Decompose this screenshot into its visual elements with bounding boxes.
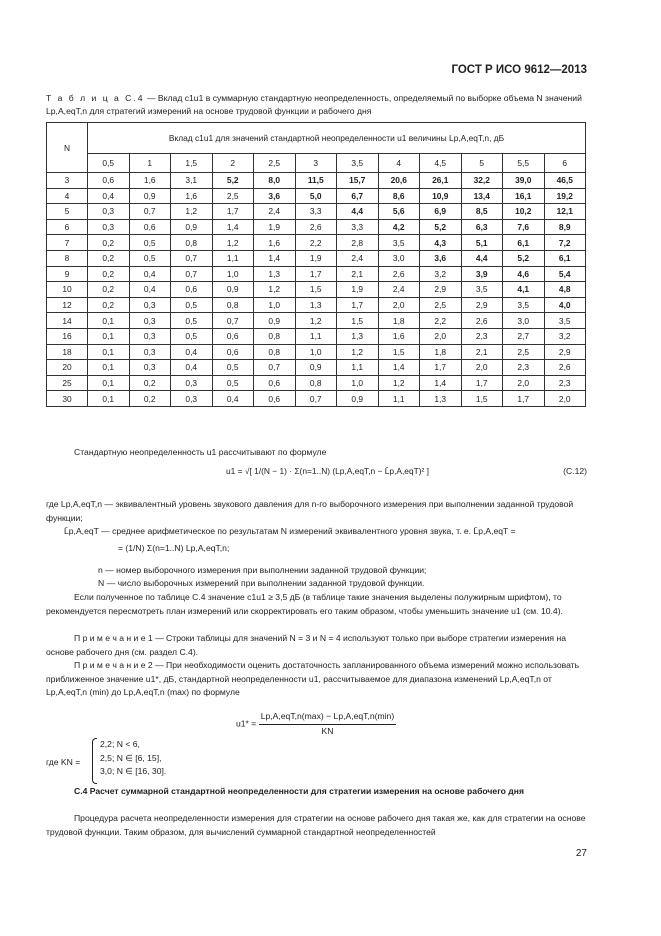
group-header: Вклад c1u1 для значений стандартной неопределенности u1 величины Lp,A,eqT,n, дБ (88, 123, 586, 154)
table-cell: 1,2 (212, 235, 254, 251)
table-cell: 0,8 (171, 235, 213, 251)
table-row (47, 235, 586, 251)
column-header: 2,5 (254, 154, 296, 173)
table-cell: 0,6 (212, 328, 254, 344)
table-cell: 2,3 (544, 375, 586, 391)
table-cell: 2,9 (461, 297, 503, 313)
table-cell: 1,3 (295, 297, 337, 313)
where-1-symbol: где Lp,A,eqT,n — (46, 499, 113, 509)
table-cell: 6,1 (503, 235, 545, 251)
table-cell: 2,6 (295, 219, 337, 235)
table-cell: 0,9 (254, 313, 296, 329)
table-cell: 1,7 (461, 375, 503, 391)
table-row (47, 204, 586, 220)
equation-number: (C.12) (563, 466, 587, 476)
table-cell: 0,6 (88, 173, 130, 189)
table-cell: 4,8 (544, 282, 586, 298)
table-cell: 0,7 (254, 360, 296, 376)
caption-label: Т а б л и ц а С.4 (46, 93, 145, 103)
table-cell: 6,7 (337, 188, 379, 204)
row-n-cell: 16 (47, 328, 88, 344)
table-row (47, 344, 586, 360)
table-cell: 0,4 (129, 266, 171, 282)
table-cell: 0,9 (337, 391, 379, 407)
table-cell: 1,3 (420, 391, 462, 407)
table-cell: 5,2 (420, 219, 462, 235)
table-cell: 5,6 (378, 204, 420, 220)
table-cell: 3,9 (461, 266, 503, 282)
table-cell: 2,4 (378, 282, 420, 298)
table-cell: 0,3 (171, 391, 213, 407)
section-title: С.4 Расчет суммарной стандартной неопределенности для стратегии измерения на основе рабочего дня (74, 786, 524, 796)
table-cell: 32,2 (461, 173, 503, 189)
table-cell: 1,7 (212, 204, 254, 220)
table-cell: 1,7 (420, 360, 462, 376)
table-cell: 1,0 (212, 266, 254, 282)
table-cell: 0,3 (88, 204, 130, 220)
table-cell: 1,2 (378, 375, 420, 391)
table-cell: 0,6 (129, 219, 171, 235)
row-n-cell: 3 (47, 173, 88, 189)
table-row (47, 391, 586, 407)
table-cell: 3,2 (420, 266, 462, 282)
table-cell: 10,2 (503, 204, 545, 220)
table-cell: 0,8 (212, 297, 254, 313)
table-cell: 0,4 (88, 188, 130, 204)
table-cell: 3,3 (295, 204, 337, 220)
kn-case-3: 3,0; N ∈ [16, 30]. (100, 766, 167, 776)
table-row (47, 219, 586, 235)
table-cell: 1,5 (295, 282, 337, 298)
table-cell: 1,2 (295, 313, 337, 329)
table-cell: 0,1 (88, 313, 130, 329)
table-cell: 1,9 (295, 250, 337, 266)
row-n-cell: 30 (47, 391, 88, 407)
table-cell: 0,5 (129, 250, 171, 266)
table-cell: 13,4 (461, 188, 503, 204)
table-cell: 0,3 (129, 360, 171, 376)
table-cell: 26,1 (420, 173, 462, 189)
table-cell: 1,5 (461, 391, 503, 407)
where-3: n — номер выборочного измерения при выполнении заданной трудовой функции; (98, 565, 427, 575)
row-n-cell: 4 (47, 188, 88, 204)
row-n-cell: 5 (47, 204, 88, 220)
table-cell: 0,2 (129, 375, 171, 391)
table-row (47, 188, 586, 204)
where-2 (64, 525, 586, 539)
table-cell: 0,2 (88, 282, 130, 298)
table-cell: 1,1 (212, 250, 254, 266)
table-cell: 2,8 (337, 235, 379, 251)
table-cell: 0,6 (254, 375, 296, 391)
column-header: 3 (295, 154, 337, 173)
table-cell: 5,0 (295, 188, 337, 204)
formula-approx-denominator: KN (321, 725, 334, 736)
note-2-label: П р и м е ч а н и е 2 (74, 660, 153, 670)
table-cell: 0,5 (212, 375, 254, 391)
table-cell: 0,4 (212, 391, 254, 407)
table-cell: 39,0 (503, 173, 545, 189)
table-cell: 2,2 (295, 235, 337, 251)
note-2-text: — При необходимости оценить достаточность запланированного объема измерений можно использовать приближенное значение u1*, дБ, стандартной неопределенности u1, рассчитываемое для диапазона изменений Lp,A,eqT,n от Lp,A,eqT,n (min) до Lp,A,eqT,n (max) по формуле (46, 660, 580, 697)
table-cell: 2,6 (461, 313, 503, 329)
table-cell: 1,1 (378, 391, 420, 407)
table-cell: 1,2 (337, 344, 379, 360)
caption-text: — Вклад c1u1 в суммарную стандартную неопределенность, определяемый по выборке объема N значений Lp,A,eqT,n для стратегий измерений на основе трудовой функции и рабочего дня (46, 93, 582, 116)
table-cell: 1,2 (254, 282, 296, 298)
formula-approx-lhs: u1* = (236, 718, 257, 729)
table-cell: 6,9 (420, 204, 462, 220)
table-cell: 8,9 (544, 219, 586, 235)
table-cell: 0,7 (129, 204, 171, 220)
table-cell: 2,1 (461, 344, 503, 360)
table-cell: 3,3 (337, 219, 379, 235)
table-cell: 11,5 (295, 173, 337, 189)
table-cell: 1,5 (378, 344, 420, 360)
table-cell: 2,1 (337, 266, 379, 282)
table-cell: 0,7 (295, 391, 337, 407)
table-cell: 4,0 (544, 297, 586, 313)
table-cell: 2,6 (544, 360, 586, 376)
table-cell: 0,2 (88, 266, 130, 282)
table-cell: 5,1 (461, 235, 503, 251)
table-cell: 1,0 (295, 344, 337, 360)
table-cell: 12,1 (544, 204, 586, 220)
table-cell: 5,4 (544, 266, 586, 282)
column-header: 1,5 (171, 154, 213, 173)
table-cell: 0,5 (129, 235, 171, 251)
table-cell: 3,2 (544, 328, 586, 344)
table-cell: 3,1 (171, 173, 213, 189)
table-cell: 0,7 (212, 313, 254, 329)
paragraph-2: Процедура расчета неопределенности измерения для стратегии на основе рабочего дня такая же, как для стратегии на основе трудовой функции. Таким образом, для вычислений суммарной стандартной неопределенностей (46, 813, 586, 837)
table-row (47, 250, 586, 266)
table-row (47, 297, 586, 313)
kn-case-2: 2,5; N ∈ [6, 15], (100, 752, 162, 763)
table-cell: 2,0 (503, 375, 545, 391)
table-cell: 19,2 (544, 188, 586, 204)
table-cell: 1,8 (378, 313, 420, 329)
table-cell: 0,9 (295, 360, 337, 376)
table-cell: 1,6 (171, 188, 213, 204)
table-cell: 3,5 (544, 313, 586, 329)
formula-c12-text: u1 = √[ 1/(N − 1) · Σ(n=1..N) (Lp,A,eqT,n − L̄p,A,eqT)² ] (226, 466, 429, 476)
table-cell: 0,8 (254, 344, 296, 360)
table-cell: 3,5 (378, 235, 420, 251)
column-header: 1 (129, 154, 171, 173)
row-n-cell: 10 (47, 282, 88, 298)
kn-brace (92, 738, 97, 784)
table-cell: 2,5 (420, 297, 462, 313)
table-cell: 0,8 (295, 375, 337, 391)
table-cell: 1,7 (295, 266, 337, 282)
table-cell: 0,9 (129, 188, 171, 204)
table-cell: 0,5 (212, 360, 254, 376)
table-cell: 46,5 (544, 173, 586, 189)
table-cell: 0,3 (129, 344, 171, 360)
row-n-cell: 18 (47, 344, 88, 360)
formula-c12 (226, 465, 429, 479)
table-cell: 3,0 (378, 250, 420, 266)
table-cell: 3,5 (461, 282, 503, 298)
row-n-cell: 8 (47, 250, 88, 266)
table-cell: 7,2 (544, 235, 586, 251)
table-cell: 0,3 (129, 313, 171, 329)
column-header: 5,5 (503, 154, 545, 173)
table-row (47, 360, 586, 376)
table-cell: 2,4 (337, 250, 379, 266)
row-n-cell: 14 (47, 313, 88, 329)
table-cell: 3,6 (420, 250, 462, 266)
table-cell: 0,7 (171, 266, 213, 282)
table-cell: 3,6 (254, 188, 296, 204)
note-1-text: — Строки таблицы для значений N = 3 и N = 4 используют только при выборе стратегии измерения на основе рабочего дня (см. раздел С.4). (46, 633, 566, 657)
table-cell: 2,2 (420, 313, 462, 329)
table-cell: 3,5 (503, 297, 545, 313)
table-cell: 0,4 (129, 282, 171, 298)
table-cell: 0,4 (171, 360, 213, 376)
table-cell: 0,7 (171, 250, 213, 266)
column-header: 4,5 (420, 154, 462, 173)
table-cell: 0,1 (88, 375, 130, 391)
table-row (47, 266, 586, 282)
table-cell: 0,2 (88, 235, 130, 251)
table-cell: 8,5 (461, 204, 503, 220)
where-4: N — число выборочных измерений при выполнении заданной трудовой функции. (98, 578, 425, 588)
table-cell: 1,8 (420, 344, 462, 360)
formula-approx-numerator: Lp,A,eqT,n(max) − Lp,A,eqT,n(min) (259, 710, 397, 725)
table-cell: 6,1 (544, 250, 586, 266)
formula-approx (236, 710, 396, 738)
row-n-cell: 25 (47, 375, 88, 391)
table-cell: 0,5 (171, 313, 213, 329)
table-cell: 1,4 (420, 375, 462, 391)
table-cell: 4,4 (337, 204, 379, 220)
column-header-n: N (47, 123, 88, 173)
table-cell: 0,2 (129, 391, 171, 407)
table-row (47, 328, 586, 344)
table-cell: 5,2 (503, 250, 545, 266)
table-cell: 7,6 (503, 219, 545, 235)
table-cell: 0,3 (171, 375, 213, 391)
table-cell: 1,6 (254, 235, 296, 251)
where-2-formula: = (1/N) Σ(n=1..N) Lp,A,eqT,n; (118, 543, 230, 553)
row-n-cell: 12 (47, 297, 88, 313)
table-cell: 0,1 (88, 344, 130, 360)
where-2-symbol: L̄p,A,eqT — (64, 526, 110, 536)
table-cell: 0,6 (212, 344, 254, 360)
table-cell: 0,2 (88, 250, 130, 266)
column-header: 3,5 (337, 154, 379, 173)
table-row (47, 173, 586, 189)
table-cell: 1,9 (254, 219, 296, 235)
table-cell: 2,6 (378, 266, 420, 282)
page-number: 27 (575, 848, 587, 859)
column-header-row (47, 154, 586, 173)
table-cell: 0,3 (129, 297, 171, 313)
uncertainty-table (46, 122, 586, 407)
table-cell: 1,1 (295, 328, 337, 344)
table-cell: 2,0 (378, 297, 420, 313)
document-header: ГОСТ Р ИСО 9612—2013 (451, 64, 587, 76)
table-cell: 1,5 (337, 313, 379, 329)
table-cell: 2,5 (503, 344, 545, 360)
column-header: 6 (544, 154, 586, 173)
table-cell: 0,5 (171, 297, 213, 313)
row-n-cell: 9 (47, 266, 88, 282)
table-cell: 0,8 (254, 328, 296, 344)
table-cell: 4,4 (461, 250, 503, 266)
table-cell: 1,3 (337, 328, 379, 344)
table-cell: 0,3 (129, 328, 171, 344)
table-cell: 1,7 (503, 391, 545, 407)
table-cell: 10,9 (420, 188, 462, 204)
kn-case-1: 2,2; N < 6, (100, 739, 140, 749)
formula-intro: Стандартную неопределенность u1 рассчитывают по формуле (74, 447, 327, 457)
table-caption (46, 92, 586, 118)
table-cell: 0,9 (171, 219, 213, 235)
table-cell: 1,4 (378, 360, 420, 376)
table-cell: 2,5 (212, 188, 254, 204)
where-1 (46, 498, 586, 525)
table-cell: 0,1 (88, 328, 130, 344)
column-header: 2 (212, 154, 254, 173)
table-cell: 1,0 (254, 297, 296, 313)
table-cell: 2,4 (254, 204, 296, 220)
where-2-text: среднее арифметическое по результатам N измерений эквивалентного уровня звука, т. е. L̄p,A,eqT = (112, 526, 516, 536)
table-row (47, 313, 586, 329)
table-cell: 6,3 (461, 219, 503, 235)
table-cell: 4,6 (503, 266, 545, 282)
row-n-cell: 6 (47, 219, 88, 235)
table-cell: 2,7 (503, 328, 545, 344)
table-cell: 2,3 (503, 360, 545, 376)
table-cell: 15,7 (337, 173, 379, 189)
table-cell: 2,9 (544, 344, 586, 360)
table-cell: 0,6 (171, 282, 213, 298)
table-cell: 4,1 (503, 282, 545, 298)
table-cell: 1,7 (337, 297, 379, 313)
kn-label: где KN = (46, 757, 81, 767)
table-cell: 3,0 (503, 313, 545, 329)
table-cell: 1,4 (212, 219, 254, 235)
table-cell: 0,6 (254, 391, 296, 407)
table-cell: 20,6 (378, 173, 420, 189)
column-header: 0,5 (88, 154, 130, 173)
note-1 (46, 632, 586, 659)
table-cell: 0,4 (171, 344, 213, 360)
kn-cases (100, 738, 166, 779)
table-cell: 1,6 (378, 328, 420, 344)
formula-approx-fraction (259, 710, 397, 738)
table-cell: 2,3 (461, 328, 503, 344)
table-cell: 1,4 (254, 250, 296, 266)
column-header: 4 (378, 154, 420, 173)
table-cell: 2,0 (461, 360, 503, 376)
row-n-cell: 20 (47, 360, 88, 376)
table-cell: 2,9 (420, 282, 462, 298)
table-cell: 0,1 (88, 391, 130, 407)
table-cell: 4,3 (420, 235, 462, 251)
paragraph-1: Если полученное по таблице С.4 значение c1u1 ≥ 3,5 дБ (в таблице такие значения выделены полужирным шрифтом), то рекомендуется пересмотреть план измерений или скорректировать его таким образом, чтобы уменьшить значение u1 (см. 10.4). (46, 592, 563, 616)
table-cell: 0,2 (88, 297, 130, 313)
where-1-text: эквивалентный уровень звукового давления для n-го выборочного измерения при выполнении заданной трудовой функции; (46, 499, 574, 523)
table-cell: 8,0 (254, 173, 296, 189)
table-row (47, 282, 586, 298)
table-cell: 4,2 (378, 219, 420, 235)
table-cell: 0,5 (171, 328, 213, 344)
table-cell: 5,2 (212, 173, 254, 189)
table-cell: 0,1 (88, 360, 130, 376)
table-cell: 0,9 (212, 282, 254, 298)
table-row (47, 375, 586, 391)
table-cell: 2,0 (544, 391, 586, 407)
table-cell: 16,1 (503, 188, 545, 204)
table-cell: 2,0 (420, 328, 462, 344)
note-1-label: П р и м е ч а н и е 1 (74, 633, 153, 643)
table-cell: 1,2 (171, 204, 213, 220)
table-cell: 1,0 (337, 375, 379, 391)
table-cell: 1,9 (337, 282, 379, 298)
table-cell: 1,3 (254, 266, 296, 282)
row-n-cell: 7 (47, 235, 88, 251)
note-2 (46, 659, 586, 700)
table-cell: 1,1 (337, 360, 379, 376)
column-header: 5 (461, 154, 503, 173)
table-cell: 0,3 (88, 219, 130, 235)
table-cell: 8,6 (378, 188, 420, 204)
table-cell: 1,6 (129, 173, 171, 189)
